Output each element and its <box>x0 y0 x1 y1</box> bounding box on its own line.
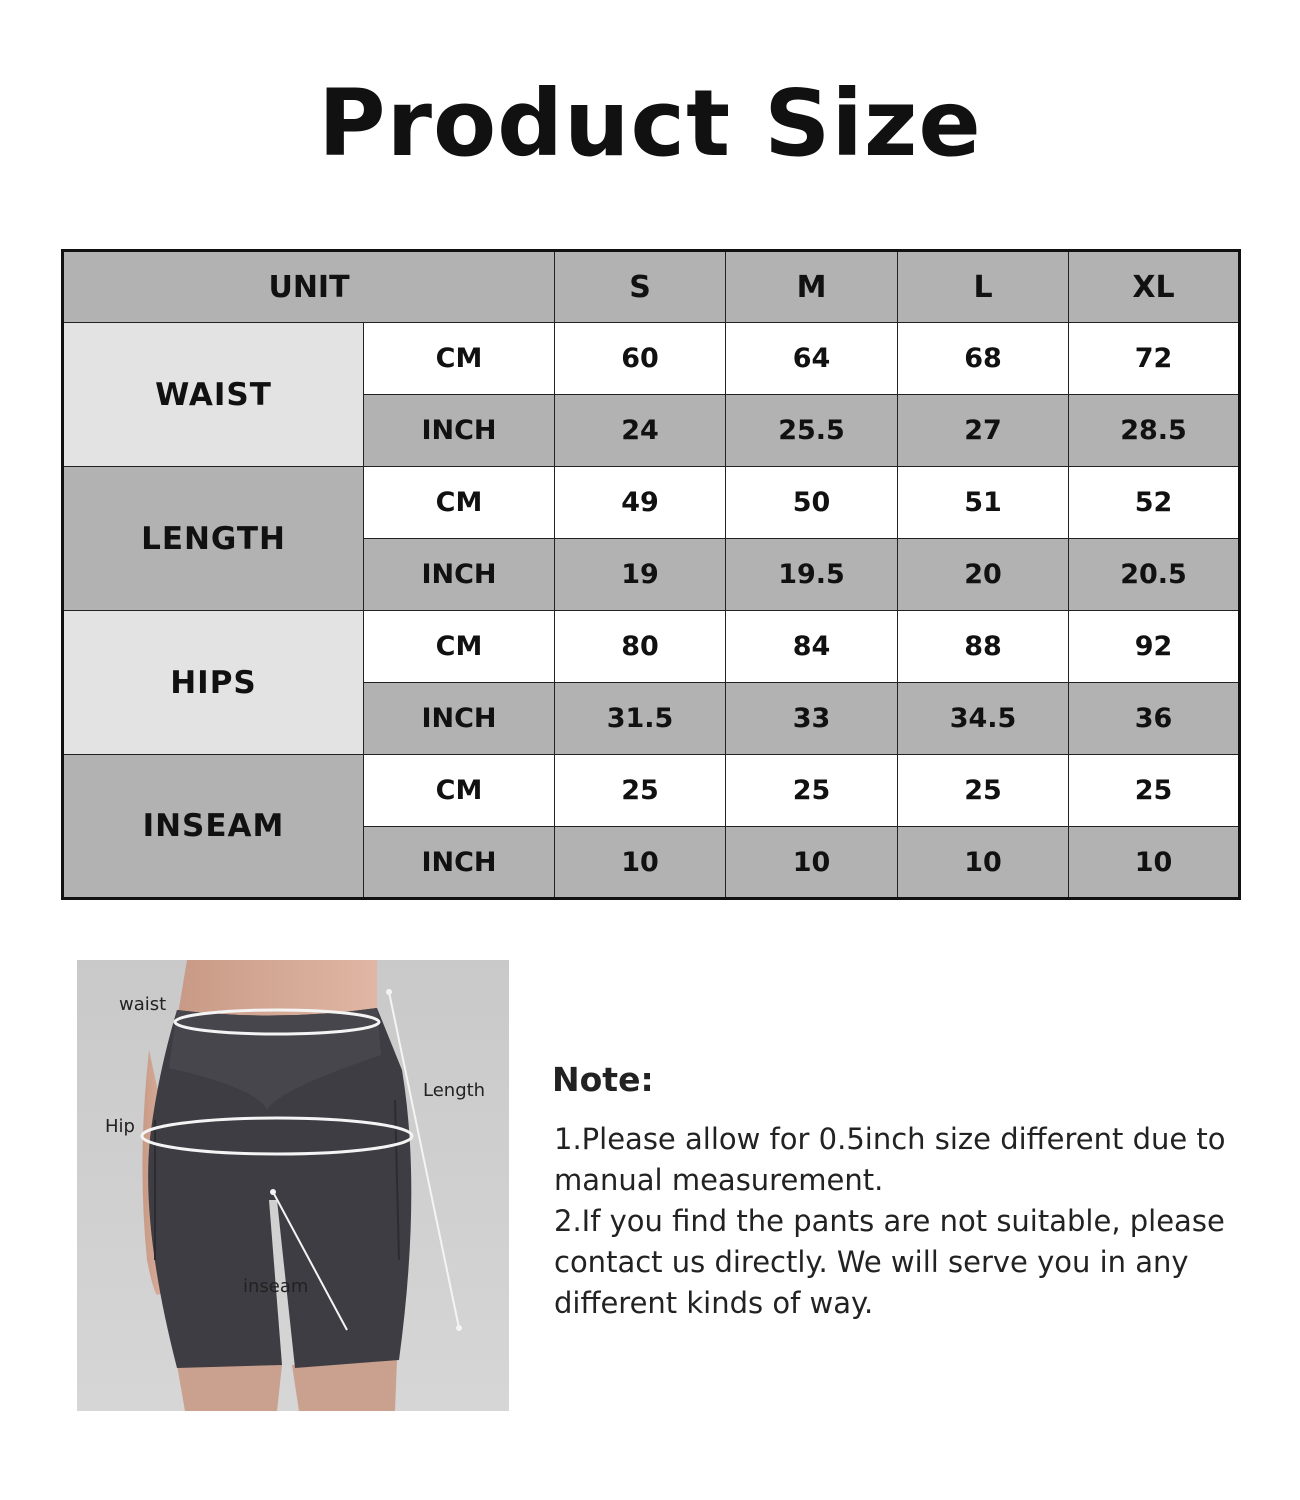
unit-inch-label: INCH <box>364 539 555 611</box>
table-cell: 10 <box>726 827 898 899</box>
size-header-s: S <box>555 251 726 323</box>
unit-cm-label: CM <box>364 755 555 827</box>
right-leg-skin <box>292 1360 397 1411</box>
measure-label-waist: WAIST <box>63 323 364 467</box>
table-cell: 25 <box>726 755 898 827</box>
table-cell: 20 <box>898 539 1069 611</box>
table-cell: 50 <box>726 467 898 539</box>
table-cell: 10 <box>1069 827 1240 899</box>
table-cell: 52 <box>1069 467 1240 539</box>
table-cell: 36 <box>1069 683 1240 755</box>
table-cell: 25 <box>555 755 726 827</box>
table-cell: 33 <box>726 683 898 755</box>
size-header-m: M <box>726 251 898 323</box>
hip-label: Hip <box>105 1116 135 1137</box>
table-row <box>63 467 1240 539</box>
size-chart-table <box>61 249 1241 900</box>
note-line: 1.Please allow for 0.5inch size different due to <box>554 1122 1226 1156</box>
table-cell: 80 <box>555 611 726 683</box>
table-cell: 25 <box>898 755 1069 827</box>
note-line: different kinds of way. <box>554 1286 874 1320</box>
unit-cm-label: CM <box>364 611 555 683</box>
table-cell: 28.5 <box>1069 395 1240 467</box>
unit-inch-label: INCH <box>364 395 555 467</box>
unit-cm-label: CM <box>364 323 555 395</box>
table-cell: 34.5 <box>898 683 1069 755</box>
unit-header: UNIT <box>63 251 555 323</box>
table-cell: 27 <box>898 395 1069 467</box>
table-cell: 68 <box>898 323 1069 395</box>
table-cell: 84 <box>726 611 898 683</box>
unit-cm-label: CM <box>364 467 555 539</box>
table-row <box>63 755 1240 827</box>
size-header-xl: XL <box>1069 251 1240 323</box>
waist-label: waist <box>119 994 167 1015</box>
table-cell: 51 <box>898 467 1069 539</box>
table-cell: 19.5 <box>726 539 898 611</box>
table-cell: 24 <box>555 395 726 467</box>
table-cell: 49 <box>555 467 726 539</box>
size-header-row <box>63 251 1240 323</box>
measure-label-inseam: INSEAM <box>63 755 364 899</box>
note-line: 2.If you find the pants are not suitable, please <box>554 1204 1225 1238</box>
table-cell: 72 <box>1069 323 1240 395</box>
measure-label-hips: HIPS <box>63 611 364 755</box>
shorts-illustration <box>77 960 509 1411</box>
table-cell: 19 <box>555 539 726 611</box>
table-cell: 88 <box>898 611 1069 683</box>
table-cell: 10 <box>898 827 1069 899</box>
inseam-label: inseam <box>243 1276 309 1297</box>
page-title: Product Size <box>318 70 982 177</box>
length-label: Length <box>423 1080 486 1101</box>
unit-inch-label: INCH <box>364 683 555 755</box>
table-row <box>63 323 1240 395</box>
table-cell: 60 <box>555 323 726 395</box>
unit-inch-label: INCH <box>364 827 555 899</box>
table-cell: 31.5 <box>555 683 726 755</box>
table-cell: 10 <box>555 827 726 899</box>
note-line: manual measurement. <box>554 1163 884 1197</box>
measurement-figure <box>77 960 509 1411</box>
table-cell: 20.5 <box>1069 539 1240 611</box>
table-cell: 25.5 <box>726 395 898 467</box>
table-cell: 92 <box>1069 611 1240 683</box>
note-title: Note: <box>552 1060 654 1099</box>
size-header-l: L <box>898 251 1069 323</box>
left-leg-skin <box>177 1365 282 1411</box>
note-line: contact us directly. We will serve you in any <box>554 1245 1189 1279</box>
table-cell: 64 <box>726 323 898 395</box>
table-cell: 25 <box>1069 755 1240 827</box>
measure-label-length: LENGTH <box>63 467 364 611</box>
table-row <box>63 611 1240 683</box>
